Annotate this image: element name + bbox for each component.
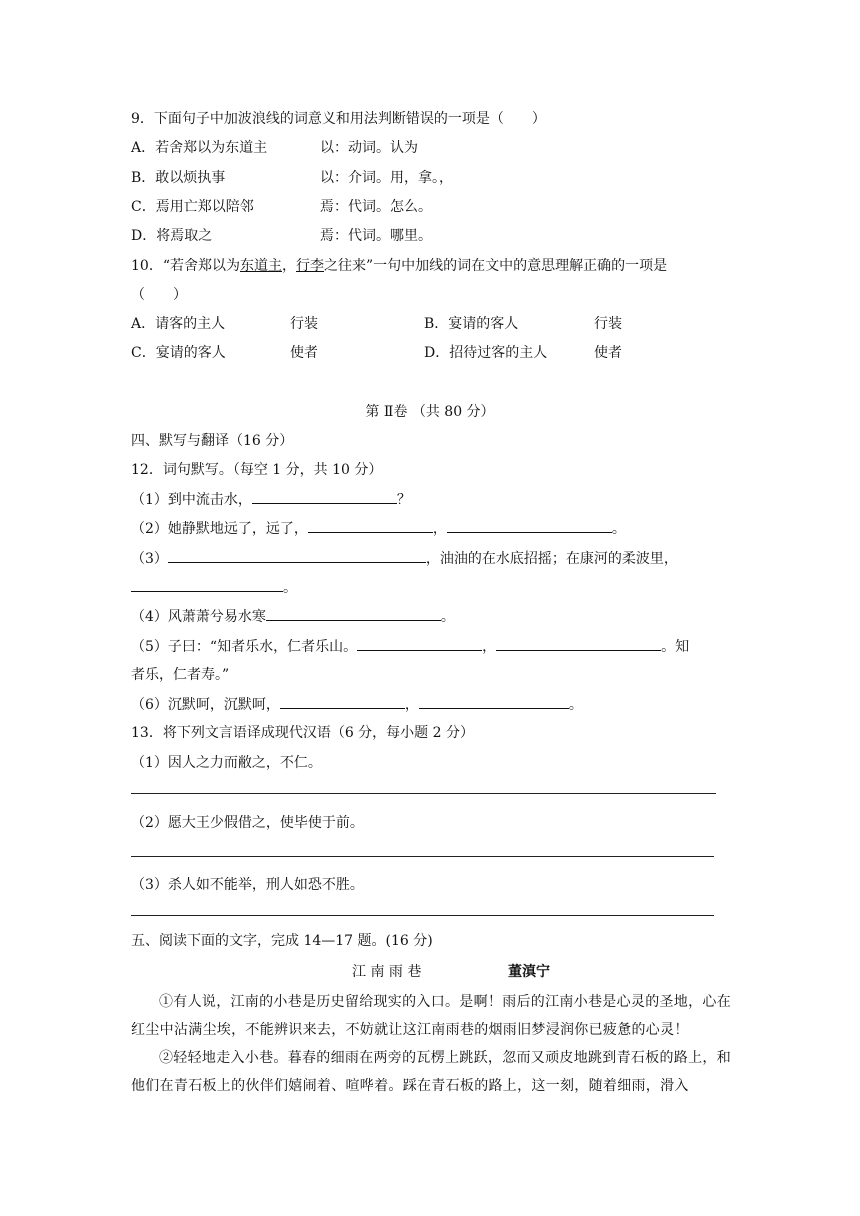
q9-option-c-note: 焉：代词。怎么。	[320, 199, 432, 215]
part2-title: 第 Ⅱ卷 （共 80 分）	[365, 404, 495, 420]
q12-line5: （5）子曰：“知者乐水，仁者乐山。 ， 。知	[131, 636, 689, 657]
q9-option-c: C．焉用亡郑以陪邻	[131, 199, 254, 215]
answer-line[interactable]	[131, 793, 716, 794]
answer-blank[interactable]	[447, 518, 612, 533]
q10-option-b: B．宴请的客人	[424, 316, 519, 332]
q10-option-b-2: 行装	[594, 316, 622, 332]
article-paragraph-1: ①有人说，江南的小巷是历史留给现实的入口。是啊！雨后的江南小巷是心灵的圣地，心在红尘中沾满尘埃，不能辨识来去，不妨就让这江南雨巷的烟雨旧梦浸润你已疲惫的心灵！	[131, 994, 731, 1038]
q12-line3-cont: 。	[131, 577, 297, 598]
q12-line5-cont: 者乐，仁者寿。”	[131, 667, 230, 683]
q10-option-a: A．请客的主人	[131, 316, 226, 332]
q10-paren: （ ）	[131, 287, 187, 303]
q9-option-a: A．若舍郑以为东道主	[131, 140, 268, 156]
section5-heading: 五、阅读下面的文字，完成 14—17 题。(16 分)	[131, 933, 433, 949]
answer-blank[interactable]	[308, 518, 433, 533]
article-title: 江 南 雨 巷	[352, 964, 422, 980]
answer-line[interactable]	[131, 856, 714, 857]
q12-line4: （4）风萧萧兮易水寒 。	[131, 606, 455, 627]
underlined-term-2: 行李	[295, 258, 324, 274]
q13-sentence-2: （2）愿大王少假借之，使毕使于前。	[131, 815, 364, 831]
article-author: 董滇宁	[508, 964, 550, 980]
q12-line3: （3） ，油油的在水底招摇；在康河的柔波里，	[131, 548, 678, 569]
q9-option-d-note: 焉：代词。哪里。	[320, 228, 432, 244]
q9-option-b: B．敢以烦执事	[131, 170, 226, 186]
answer-blank[interactable]	[419, 694, 569, 709]
article-paragraph-2: ②轻轻地走入小巷。暮春的细雨在两旁的瓦楞上跳跃，忽而又顽皮地跳到青石板的路上，和他们在青石板上的伙伴们嬉闹着、喧哗着。踩在青石板的路上，这一刻，随着细雨，滑入	[131, 1050, 731, 1094]
q12-line1: （1）到中流击水， ？	[131, 489, 411, 510]
answer-blank[interactable]	[280, 694, 405, 709]
q10-option-d-2: 使者	[594, 345, 622, 361]
answer-blank[interactable]	[131, 577, 283, 592]
answer-line[interactable]	[131, 915, 714, 916]
q9-option-d: D．将焉取之	[131, 228, 213, 244]
answer-blank[interactable]	[357, 636, 482, 651]
q10-option-d: D．招待过客的主人	[424, 345, 548, 361]
answer-blank[interactable]	[496, 636, 661, 651]
answer-blank[interactable]	[252, 489, 397, 504]
q12-line6: （6）沉默呵，沉默呵， ， 。	[131, 694, 583, 715]
q10-option-c-2: 使者	[290, 345, 318, 361]
answer-blank[interactable]	[168, 548, 426, 563]
q9-option-b-note: 以：介词。用，拿。，	[320, 170, 453, 186]
q13-sentence-1: （1）因人之力而敝之，不仁。	[131, 755, 322, 771]
q13-sentence-3: （3）杀人如不能举，刑人如恐不胜。	[131, 877, 364, 893]
q9-option-a-note: 以：动词。认为	[320, 140, 418, 156]
q12-line2: （2）她静默地远了，远了， ， 。	[131, 518, 626, 539]
section4-heading: 四、默写与翻译（16 分）	[131, 433, 294, 449]
q9-stem: 9．下面句子中加波浪线的词意义和用法判断错误的一项是（ ）	[131, 111, 546, 127]
q10-option-c: C．宴请的客人	[131, 345, 226, 361]
q10-stem: 10．“若舍郑以为东道主，行李之往来”一句中加线的词在文中的意思理解正确的一项是	[131, 258, 668, 274]
q13-stem: 13．将下列文言语译成现代汉语（6 分，每小题 2 分）	[131, 725, 474, 741]
q10-option-a-2: 行装	[290, 316, 318, 332]
underlined-term-1: 东道主	[239, 258, 282, 274]
q12-stem: 12．词句默写。（每空 1 分，共 10 分）	[131, 462, 383, 478]
answer-blank[interactable]	[266, 606, 441, 621]
